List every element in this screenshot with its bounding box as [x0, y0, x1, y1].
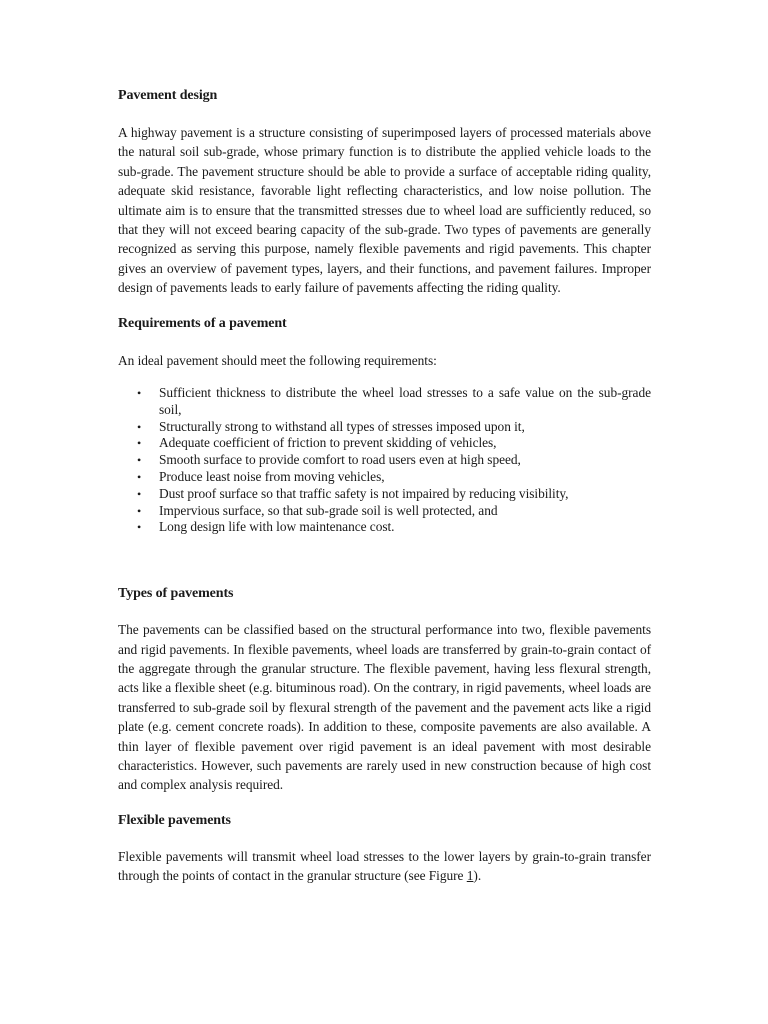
- list-item-text: Impervious surface, so that sub-grade soil is well protected, and: [159, 502, 498, 518]
- requirements-list: [118, 385, 651, 536]
- bullet-icon: •: [137, 386, 142, 401]
- list-item-text: Smooth surface to provide comfort to road users even at high speed,: [159, 452, 521, 468]
- section-heading-flexible: Flexible pavements: [118, 812, 231, 828]
- bullet-icon: •: [137, 419, 142, 434]
- list-item: [118, 435, 651, 452]
- list-item: [118, 519, 651, 536]
- paragraph-flexible: [118, 847, 651, 886]
- section-heading-types: Types of pavements: [118, 586, 234, 602]
- list-item-text: Dust proof surface so that traffic safety is not impaired by reducing visibility,: [159, 485, 569, 501]
- bullet-icon: •: [137, 503, 142, 518]
- paragraph-pavement-design: A highway pavement is a structure consisting of superimposed layers of processed materials above the natural soil sub-grade, whose primary function is to distribute the applied vehicle loads to the sub-grade. The pavement structure should be able to provide a surface of acceptable riding quality, adequate skid resistance, favorable light reflecting characteristics, and low noise pollution. The ultimate aim is to ensure that the transmitted stresses due to wheel load are sufficiently reduced, so that they will not exceed bearing capacity of the sub-grade. Two types of pavements are generally recognized as serving this purpose, namely flexible pavements and rigid pavements. This chapter gives an overview of pavement types, layers, and their functions, and pavement failures. Improper design of pavements leads to early failure of pavements affecting the riding quality.: [118, 125, 651, 296]
- paragraph-flexible-end: ).: [473, 868, 482, 884]
- list-item: [118, 503, 651, 520]
- bullet-icon: •: [137, 470, 142, 485]
- bullet-icon: •: [137, 486, 142, 501]
- section-heading-pavement-design: Pavement design: [118, 88, 218, 103]
- section-heading-requirements: Requirements of a pavement: [118, 315, 287, 331]
- list-item: [118, 486, 651, 503]
- list-item-text: Long design life with low maintenance cost.: [159, 519, 395, 535]
- figure-reference-link[interactable]: 1: [466, 868, 474, 884]
- list-item-text: Sufficient thickness to distribute the wheel load stresses to a safe value on the sub-grade soil,: [159, 385, 651, 417]
- list-item-text: Produce least noise from moving vehicles,: [159, 469, 385, 485]
- list-item: [118, 452, 651, 469]
- list-item: [118, 385, 651, 419]
- list-item-text: Structurally strong to withstand all types of stresses imposed upon it,: [159, 418, 525, 434]
- list-item-text: Adequate coefficient of friction to prevent skidding of vehicles,: [159, 435, 497, 451]
- bullet-icon: •: [137, 436, 142, 451]
- bullet-icon: •: [137, 520, 142, 535]
- bullet-icon: •: [137, 453, 142, 468]
- paragraph-flexible-text: Flexible pavements will transmit wheel load stresses to the lower layers by grain-to-grain transfer through the points of contact in the granular structure (see Figure: [118, 848, 651, 884]
- list-item: [118, 469, 651, 486]
- document-page: [118, 86, 651, 886]
- paragraph-types: The pavements can be classified based on the structural performance into two, flexible pavements and rigid pavements. In flexible pavements, wheel loads are transferred by grain-to-grain contact of the aggregate through the granular structure. The flexible pavement, having less flexural strength, acts like a flexible sheet (e.g. bituminous road). On the contrary, in rigid pavements, wheel loads are transferred to sub-grade soil by flexural strength of the pavement and the pavement acts like a rigid plate (e.g. cement concrete roads). In addition to these, composite pavements are also available. A thin layer of flexible pavement over rigid pavement is an ideal pavement with most desirable characteristics. However, such pavements are rarely used in new construction because of high cost and complex analysis required.: [118, 622, 651, 793]
- list-item: [118, 419, 651, 436]
- paragraph-requirements-intro: An ideal pavement should meet the following requirements:: [118, 352, 437, 368]
